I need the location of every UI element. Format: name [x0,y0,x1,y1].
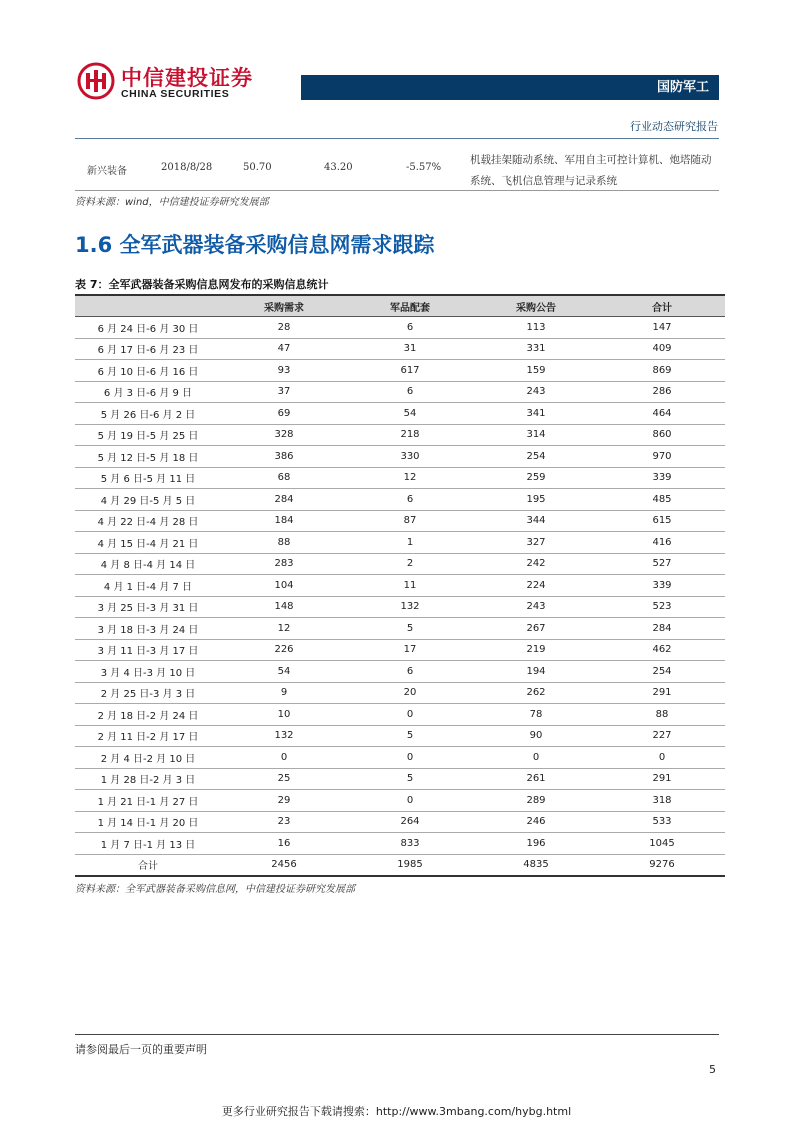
cell-value: 416 [599,532,725,554]
cell-period: 1 月 14 日-1 月 20 日 [75,811,221,833]
cell-value: 0 [347,747,473,769]
cell-value: 0 [221,747,347,769]
table-row [75,811,725,833]
cell-value: 184 [221,510,347,532]
cell-value: 533 [599,811,725,833]
cell-period: 5 月 6 日-5 月 11 日 [75,467,221,489]
cell-value: 523 [599,596,725,618]
table-row [75,446,725,468]
header-announcement: 采购公告 [473,295,599,317]
header-total: 合计 [599,295,725,317]
cell-value: 286 [599,381,725,403]
cell-value: 409 [599,338,725,360]
cell-value: 10 [221,704,347,726]
header-demand: 采购需求 [221,295,347,317]
cell-value: 386 [221,446,347,468]
table-row [75,725,725,747]
cell-value: 327 [473,532,599,554]
cell-value: 243 [473,381,599,403]
cell-period: 4 月 22 日-4 月 28 日 [75,510,221,532]
cell-value: 339 [599,575,725,597]
cell-value: 254 [473,446,599,468]
cell-period: 5 月 19 日-5 月 25 日 [75,424,221,446]
table-row [75,532,725,554]
cell-value: 1 [347,532,473,554]
cell-value: 318 [599,790,725,812]
header-divider [75,138,719,139]
cell-value: 344 [473,510,599,532]
table-row [75,360,725,382]
cell-value: 93 [221,360,347,382]
cell-value: 264 [347,811,473,833]
cell-value: 5 [347,768,473,790]
cell-value: 289 [473,790,599,812]
cell-value: 37 [221,381,347,403]
cell-value: 25 [221,768,347,790]
cell-value: 341 [473,403,599,425]
cell-value: 860 [599,424,725,446]
total-label: 合计 [75,854,221,876]
table-row [75,661,725,683]
cell-value: 464 [599,403,725,425]
cell-value: 28 [221,317,347,339]
cell-period: 1 月 28 日-2 月 3 日 [75,768,221,790]
cell-value: 54 [347,403,473,425]
cell-value: 5 [347,618,473,640]
prev-row-name: 新兴装备 [87,166,127,177]
cell-value: 6 [347,489,473,511]
header-matching: 军品配套 [347,295,473,317]
table-row [75,575,725,597]
table-row [75,553,725,575]
cell-value: 9 [221,682,347,704]
cell-value: 5 [347,725,473,747]
cell-value: 284 [599,618,725,640]
cell-period: 3 月 25 日-3 月 31 日 [75,596,221,618]
cell-value: 291 [599,682,725,704]
table-row [75,596,725,618]
cell-period: 2 月 25 日-3 月 3 日 [75,682,221,704]
cell-value: 90 [473,725,599,747]
disclaimer: 请参阅最后一页的重要声明 [75,1043,207,1056]
prev-row-value1: 50.70 [243,162,272,173]
cell-period: 3 月 4 日-3 月 10 日 [75,661,221,683]
cell-value: 283 [221,553,347,575]
table-row [75,317,725,339]
cell-value: 261 [473,768,599,790]
cell-period: 1 月 21 日-1 月 27 日 [75,790,221,812]
cell-value: 1045 [599,833,725,855]
cell-value: 2 [347,553,473,575]
cell-value: 132 [221,725,347,747]
cell-value: 259 [473,467,599,489]
cell-value: 330 [347,446,473,468]
table-row [75,381,725,403]
cell-value: 54 [221,661,347,683]
cell-value: 284 [221,489,347,511]
cell-value: 0 [347,704,473,726]
cell-value: 219 [473,639,599,661]
header-period [75,295,221,317]
table-row [75,467,725,489]
table-row [75,639,725,661]
logo-english-name: CHINA SECURITIES [121,88,230,100]
cell-value: 833 [347,833,473,855]
cell-value: 242 [473,553,599,575]
procurement-stats-table [75,294,725,877]
download-link-text: 更多行业研究报告下载请搜索：http://www.3mbang.com/hybg.html [221,1105,572,1118]
prev-row-change: -5.57% [406,162,442,173]
cell-period: 4 月 1 日-4 月 7 日 [75,575,221,597]
cell-period: 6 月 17 日-6 月 23 日 [75,338,221,360]
cell-period: 6 月 10 日-6 月 16 日 [75,360,221,382]
cell-value: 11 [347,575,473,597]
cell-period: 4 月 8 日-4 月 14 日 [75,553,221,575]
page-number: 5 [709,1063,716,1076]
cell-value: 132 [347,596,473,618]
cell-value: 617 [347,360,473,382]
table-row [75,338,725,360]
cell-value: 20 [347,682,473,704]
cell-value: 224 [473,575,599,597]
cell-value: 6 [347,381,473,403]
prev-row-date: 2018/8/28 [161,162,213,173]
cell-value: 869 [599,360,725,382]
table-caption: 表 7：全军武器装备采购信息网发布的采购信息统计 [75,278,329,291]
footer-divider [75,1034,719,1035]
cell-value: 194 [473,661,599,683]
cell-value: 970 [599,446,725,468]
cell-period: 6 月 3 日-6 月 9 日 [75,381,221,403]
table-row [75,403,725,425]
cell-value: 339 [599,467,725,489]
cell-value: 246 [473,811,599,833]
cell-value: 462 [599,639,725,661]
cell-period: 4 月 15 日-4 月 21 日 [75,532,221,554]
cell-period: 5 月 12 日-5 月 18 日 [75,446,221,468]
cell-value: 29 [221,790,347,812]
total-value: 1985 [347,854,473,876]
cell-value: 262 [473,682,599,704]
cell-value: 12 [347,467,473,489]
cell-value: 104 [221,575,347,597]
cell-value: 88 [599,704,725,726]
total-value: 9276 [599,854,725,876]
cell-value: 78 [473,704,599,726]
table-row [75,682,725,704]
cell-value: 17 [347,639,473,661]
cell-period: 2 月 4 日-2 月 10 日 [75,747,221,769]
table-row [75,510,725,532]
cell-value: 485 [599,489,725,511]
table-header-row [75,295,725,317]
cell-period: 3 月 18 日-3 月 24 日 [75,618,221,640]
table-row [75,489,725,511]
cell-value: 12 [221,618,347,640]
cell-value: 31 [347,338,473,360]
cell-period: 2 月 11 日-2 月 17 日 [75,725,221,747]
cell-value: 47 [221,338,347,360]
cell-value: 69 [221,403,347,425]
cell-value: 227 [599,725,725,747]
table-row [75,833,725,855]
prev-row-value2: 43.20 [324,162,353,173]
logo-chinese-name: 中信建投证券 [121,66,253,90]
cell-value: 0 [599,747,725,769]
industry-tag: 国防军工 [656,80,709,95]
company-logo [77,62,253,100]
total-value: 2456 [221,854,347,876]
cell-value: 16 [221,833,347,855]
cell-value: 291 [599,768,725,790]
section-title: 1.6 全军武器装备采购信息网需求跟踪 [75,233,435,257]
cell-value: 196 [473,833,599,855]
table-total-row [75,854,725,876]
report-type: 行业动态研究报告 [630,120,718,133]
cell-value: 254 [599,661,725,683]
cell-value: 615 [599,510,725,532]
table-row [75,424,725,446]
table-row [75,790,725,812]
cell-value: 68 [221,467,347,489]
header-bar [301,75,719,100]
cell-value: 6 [347,317,473,339]
table-row [75,704,725,726]
cell-value: 328 [221,424,347,446]
cell-period: 3 月 11 日-3 月 17 日 [75,639,221,661]
cell-value: 243 [473,596,599,618]
cell-value: 0 [473,747,599,769]
cell-value: 527 [599,553,725,575]
prev-table-row [75,146,719,191]
cell-value: 23 [221,811,347,833]
cell-period: 6 月 24 日-6 月 30 日 [75,317,221,339]
table-row [75,618,725,640]
cell-value: 218 [347,424,473,446]
cell-value: 267 [473,618,599,640]
logo-emblem-icon [77,62,115,100]
cell-period: 2 月 18 日-2 月 24 日 [75,704,221,726]
cell-value: 113 [473,317,599,339]
cell-value: 87 [347,510,473,532]
cell-value: 331 [473,338,599,360]
cell-value: 6 [347,661,473,683]
cell-value: 159 [473,360,599,382]
prev-table-source: 资料来源：wind，中信建投证券研究发展部 [75,197,269,208]
cell-period: 4 月 29 日-5 月 5 日 [75,489,221,511]
cell-value: 148 [221,596,347,618]
table-row [75,768,725,790]
cell-value: 147 [599,317,725,339]
cell-value: 0 [347,790,473,812]
total-value: 4835 [473,854,599,876]
cell-period: 5 月 26 日-6 月 2 日 [75,403,221,425]
cell-value: 195 [473,489,599,511]
table-source: 资料来源：全军武器装备采购信息网，中信建投证券研究发展部 [75,884,355,895]
table-row [75,747,725,769]
cell-value: 226 [221,639,347,661]
cell-value: 88 [221,532,347,554]
cell-period: 1 月 7 日-1 月 13 日 [75,833,221,855]
cell-value: 314 [473,424,599,446]
prev-row-description: 机载挂架随动系统、军用自主可控计算机、炮塔随动系统、飞机信息管理与记录系统 [470,154,712,187]
